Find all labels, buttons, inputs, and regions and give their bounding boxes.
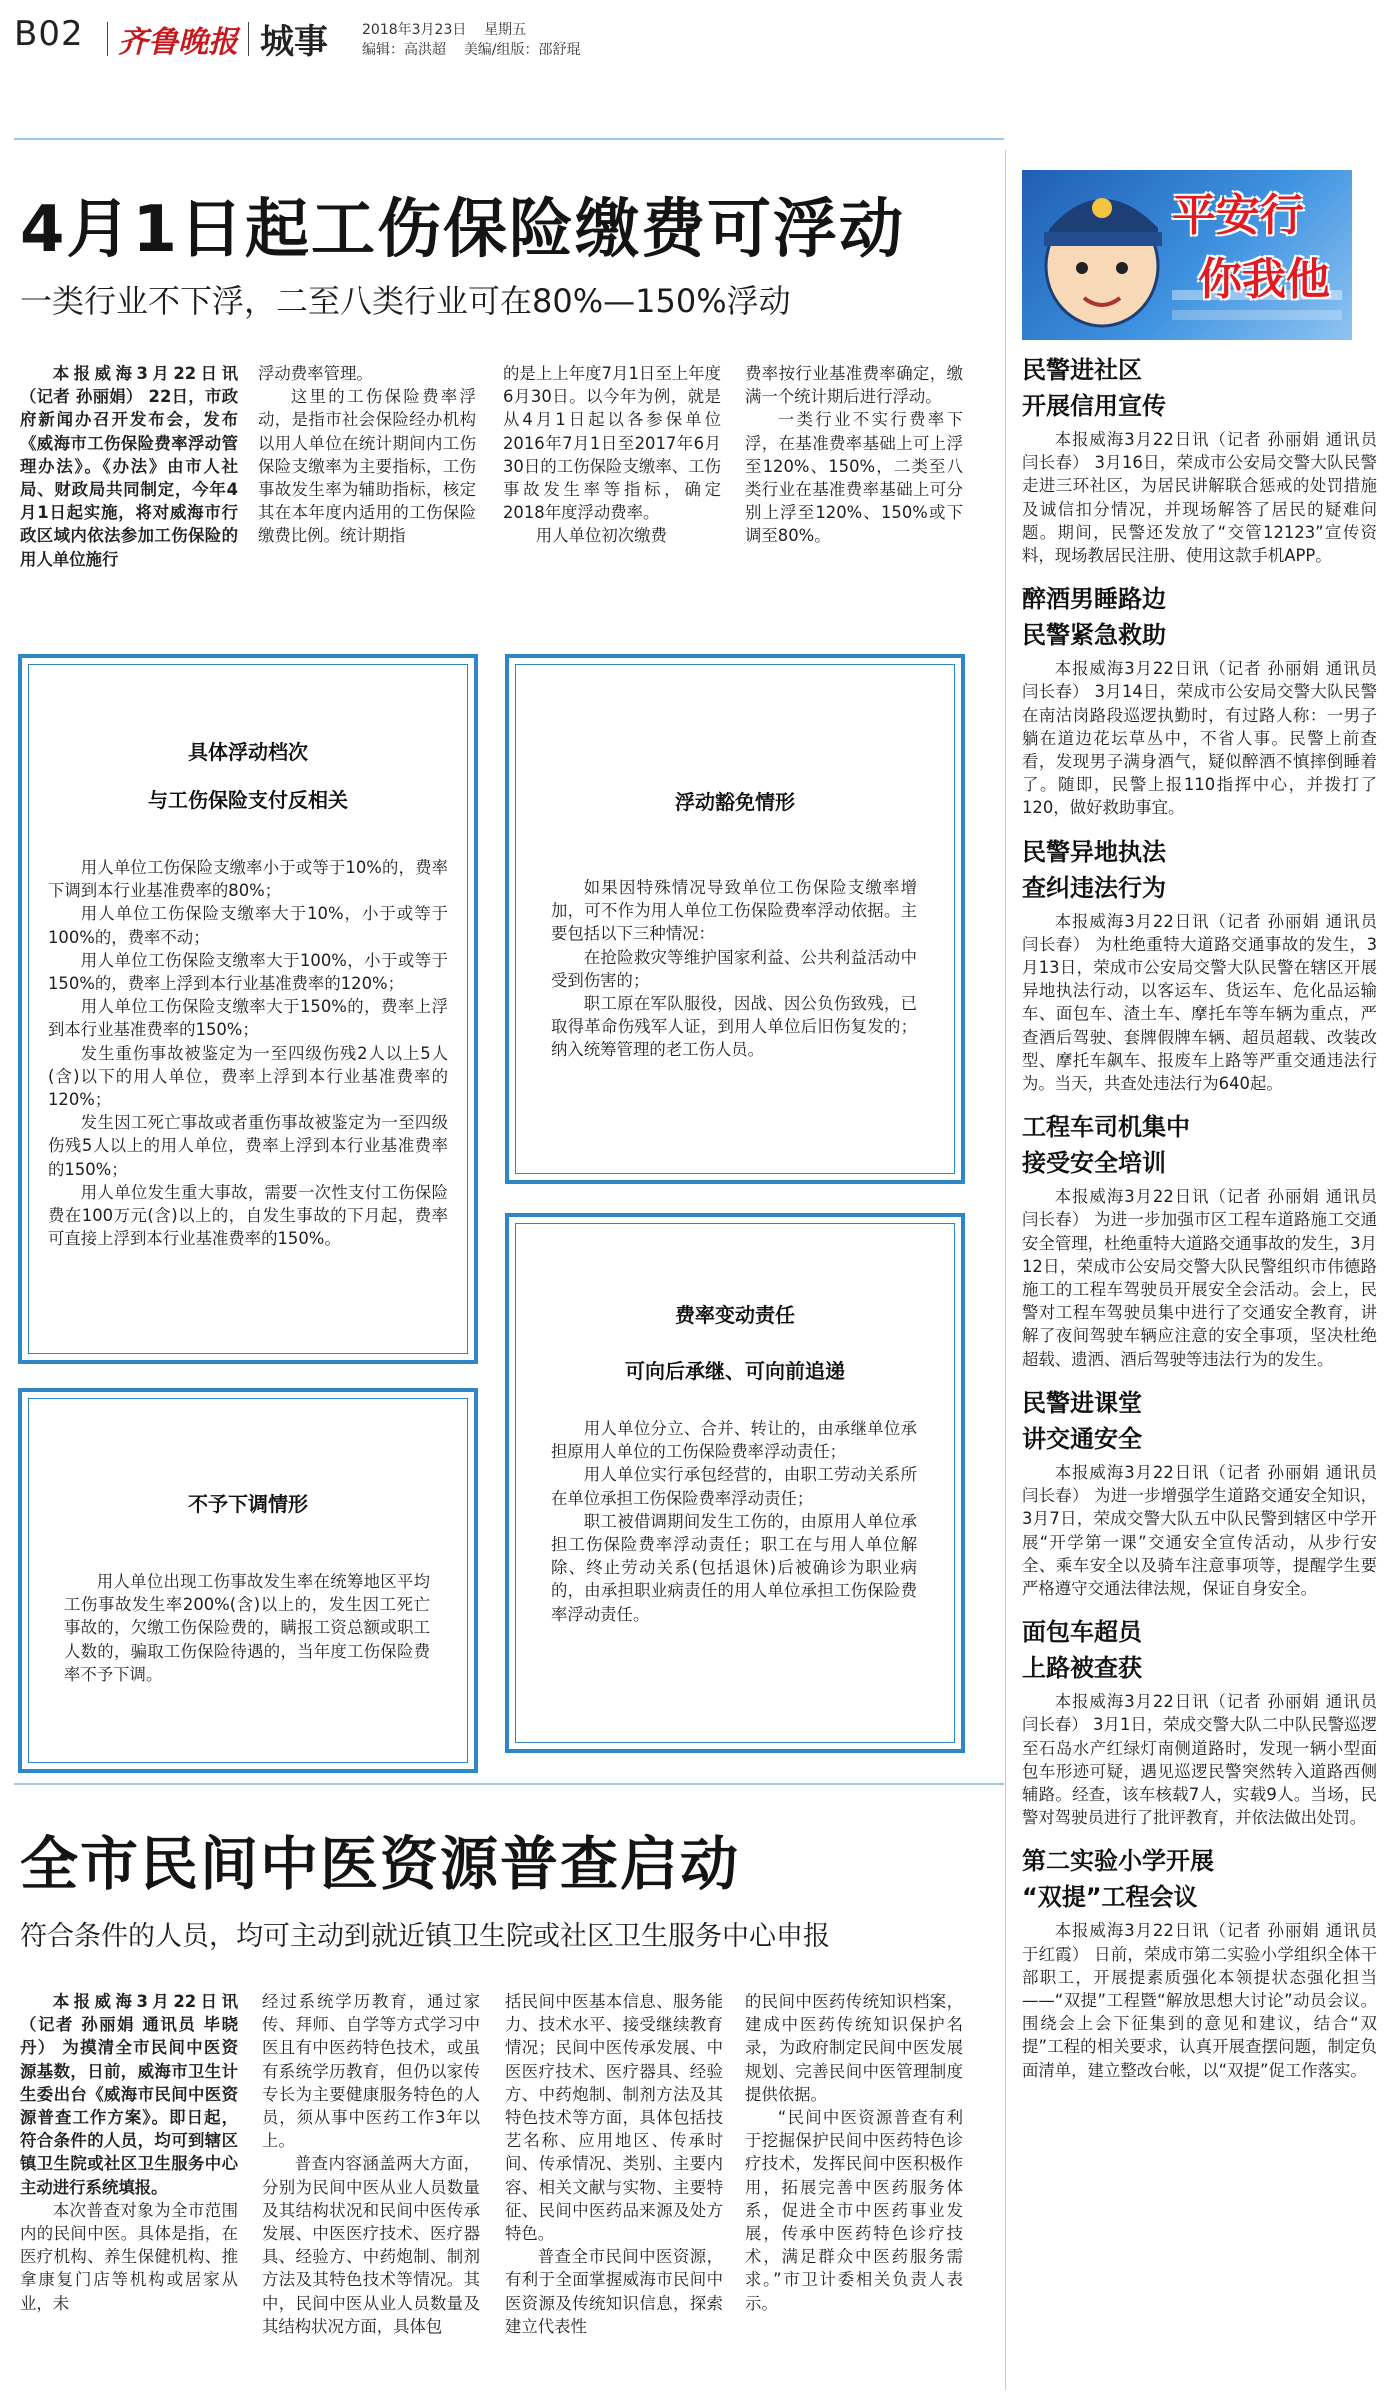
box-float-levels — [18, 654, 478, 1364]
sidebar-item-title: 接受安全培训 — [1022, 1149, 1166, 1178]
box-paragraph: 在抢险救灾等维护国家利益、公共利益活动中受到伤害的； — [551, 947, 917, 990]
box-paragraph: 用人单位工伤保险支缴率小于或等于10%的，费率下调到本行业基准费率的80%； — [48, 858, 448, 901]
box-paragraph: 用人单位工伤保险支缴率大于150%的，费率上浮到本行业基准费率的150%； — [48, 997, 448, 1040]
page-number: B02 — [14, 14, 84, 54]
article2-paragraph: 的民间中医药传统知识档案，建成中医药传统知识保护名录，为政府制定民间中医发展规划、完善民间中医管理制度提供依据。 — [745, 1992, 963, 2104]
newspaper-brand: 齐鲁晚报 — [118, 25, 238, 60]
box-float-levels-subtitle: 与工伤保险支付反相关 — [148, 788, 348, 812]
box-paragraph: 如果因特殊情况导致单位工伤保险支缴率增加，可不作为用人单位工伤保险费率浮动依据。主要包括以下三种情况： — [551, 878, 917, 944]
box-liability-title: 费率变动责任 — [675, 1303, 795, 1327]
sidebar-item — [1022, 352, 1377, 567]
banner-text-line2: 你我他 — [1198, 254, 1330, 305]
article2-paragraph: 经过系统学历教育，通过家传、拜师、自学等方式学习中医且有中医药特色技术，或虽有系统学历教育，但仍以家传专长为主要健康服务特色的人员，须从事中医药工作3年以上。 — [262, 1992, 480, 2151]
sidebar-item — [1022, 1109, 1377, 1371]
box-paragraph: 发生因工死亡事故或者重伤事故被鉴定为一至四级伤残5人以上的用人单位，费率上浮到本行业基准费率的150%； — [48, 1113, 448, 1179]
box-float-levels-body — [48, 856, 448, 1250]
article1-col4 — [745, 362, 963, 548]
sidebar-item-body: 本报威海3月22日讯（记者 孙丽娟 通讯员 闫长春） 为进一步增强学生道路交通安全知识，3月7日，荣成交警大队五中队民警到辖区中学开展“开学第一课”交通安全宣传活动，从步行安全、乘车安全以及骑车注意事项等，提醒学生要严格遵守交通法律法规，保证自身安全。 — [1022, 1462, 1377, 1598]
sidebar-item-title: 民警紧急救助 — [1022, 621, 1166, 650]
article2-subhead: 符合条件的人员，均可主动到就近镇卫生院或社区卫生服务中心申报 — [20, 1921, 830, 1952]
box-paragraph: 用人单位发生重大事故，需要一次性支付工伤保险费在100万元(含)以上的，自发生事故的下月起，费率可直接上浮到本行业基准费率的150%。 — [48, 1182, 448, 1249]
box-exemption-title: 浮动豁免情形 — [675, 790, 795, 814]
column-divider — [1005, 150, 1006, 2390]
article-divider — [14, 1783, 1004, 1785]
article2-headline: 全市民间中医资源普查启动 — [20, 1830, 741, 1898]
sidebar-item-title: 民警进社区 — [1022, 356, 1142, 384]
box-paragraph: 用人单位工伤保险支缴率大于10%，小于或等于100%的，费率不动； — [48, 904, 448, 947]
sidebar-item-title: 面包车超员 — [1022, 1618, 1142, 1647]
article2-col2 — [262, 1990, 480, 2338]
sidebar-item-body: 本报威海3月22日讯（记者 孙丽娟 通讯员 闫长春） 3月14日，荣成市公安局交警大队民警在南沽岗路段巡逻执勤时，有过路人称：一男子躺在道边花坛草丛中，不省人事。民警上前查看，发现男子满身酒气，疑似醉酒不慎摔倒睡着了。随即，民警上报110指挥中心，并拨打了120，做好救助事宜。 — [1022, 659, 1377, 818]
sidebar-item-title: 第二实验小学开展 — [1022, 1847, 1214, 1876]
sidebar-item-title: 工程车司机集中 — [1022, 1113, 1190, 1142]
issue-date: 2018年3月23日 — [362, 22, 467, 38]
article1-paragraph: 的是上上年度7月1日至上年度6月30日。以今年为例，就是从4月1日起以各参保单位2016年7月1日至2017年6月30日的工伤保险支缴率、工伤事故发生率等指标，确定2018年度浮动费率。 — [503, 364, 721, 523]
sidebar-item-title: “双提”工程会议 — [1022, 1883, 1198, 1912]
box-no-downward-title: 不予下调情形 — [188, 1492, 308, 1516]
article1-headline: 4月1日起工伤保险缴费可浮动 — [20, 193, 906, 267]
header-divider — [248, 22, 249, 56]
box-exemption-body — [551, 876, 917, 1062]
sidebar-item-title: 开展信用宣传 — [1022, 392, 1166, 420]
issue-meta — [362, 20, 581, 60]
section-name: 城事 — [260, 22, 328, 62]
article1-paragraph: 一类行业不实行费率下浮，在基准费率基础上可上浮至120%、150%，二类至八类行业在基准费率基础上可分别上浮至120%、150%或下调至80%。 — [745, 410, 963, 546]
article2-paragraph: “民间中医资源普查有利于挖掘保护民间中医药特色诊疗技术，发挥民间中医积极作用，拓展完善中医药服务体系，促进全市中医药事业发展，传承中医药特色诊疗技术，满足群众中医药服务需求。”市卫计委相关负责人表示。 — [745, 2108, 963, 2313]
box-float-levels-title: 具体浮动档次 — [188, 740, 308, 764]
box-paragraph: 用人单位实行承包经营的，由职工劳动关系所在单位承担工伤保险费率浮动责任； — [551, 1465, 917, 1508]
box-no-downward — [18, 1388, 478, 1773]
article2-paragraph: 本报威海3月22日讯 （记者 孙丽娟 通讯员 毕晓丹） 为摸清全市民间中医资源基数，日前，威海市卫生计生委出台《威海市民间中医资源普查工作方案》。即日起，符合条件的人员，均可到辖区镇卫生院或社区卫生服务中心主动进行系统填报。 — [20, 1992, 238, 2197]
article2-paragraph: 括民间中医基本信息、服务能力、技术水平、接受继续教育情况；民间中医传承发展、中医医疗技术、医疗器具、经验方、中药炮制、制剂方法及其特色技术等方面，具体包括技艺名称、应用地区、传承时间、传承情况、类别、主要内容、相关文献与实物、主要特征、民间中医药品来源及处方特色。 — [505, 1992, 723, 2244]
sidebar-item-title: 上路被查获 — [1022, 1654, 1142, 1683]
article2-col3 — [505, 1990, 723, 2338]
article2-paragraph: 普查全市民间中医资源，有利于全面掌握威海市民间中医资源及传统知识信息，探索建立代表性 — [505, 2247, 723, 2336]
sidebar-item-body: 本报威海3月22日讯（记者 孙丽娟 通讯员 闫长春） 3月1日，荣成交警大队二中队民警巡逻至石岛水产红绿灯南侧道路时，发现一辆小型面包车形迹可疑，遇见巡逻民警突然转入道路西侧辅路。经查，该车核载7人，实载9人。当场，民警对驾驶员进行了批评教育，并依法做出处罚。 — [1022, 1692, 1377, 1828]
article1-col2 — [258, 362, 476, 548]
sidebar-news-list — [1022, 352, 1377, 2082]
sidebar-item — [1022, 1614, 1377, 1829]
designer: 美编/组版：邵舒琨 — [463, 42, 581, 58]
article2-col1 — [20, 1990, 238, 2315]
sidebar-item — [1022, 1385, 1377, 1600]
box-paragraph: 用人单位出现工伤事故发生率在统筹地区平均工伤事故发生率200%(含)以上的，发生因工死亡事故的，欠缴工伤保险费的，瞒报工资总额或职工人数的，骗取工伤保险待遇的，当年度工伤保险费率不予下调。 — [64, 1572, 430, 1684]
sidebar-item — [1022, 1843, 1377, 2081]
sidebar-item-body: 本报威海3月22日讯（记者 孙丽娟 通讯员 闫长春） 为进一步加强市区工程车道路施工交通安全管理，杜绝重特大道路交通事故的发生，3月12日，荣成市公安局交警大队民警组织市伟德路施工的工程车驾驶员开展安全会活动。会上，民警对工程车驾驶员集中进行了交通安全教育，讲解了夜间驾驶车辆应注意的安全事项，坚决杜绝超载、遗洒、酒后驾驶等违法行为的发生。 — [1022, 1187, 1377, 1369]
sidebar-item-title: 民警异地执法 — [1022, 837, 1166, 866]
header-divider — [107, 22, 108, 56]
box-no-downward-body — [64, 1570, 430, 1686]
article1-col3 — [503, 362, 721, 548]
sidebar-item-body: 本报威海3月22日讯（记者 孙丽娟 通讯员 于红霞） 日前，荣成市第二实验小学组织全体干部职工，开展提素质强化本领提状态强化担当——“双提”工程暨“解放思想大讨论”动员会议。围绕会上会下征集到的意见和建议，结合“双提”工程的相关要求，认真开展查摆问题，制定负面清单，建立整改台帐，以“双提”促工作落实。 — [1022, 1921, 1377, 2080]
article2-paragraph: 普查内容涵盖两大方面，分别为民间中医从业人员数量及其结构状况和民间中医传承发展、中医医疗技术、医疗器具、经验方、中药炮制、制剂方法及其特色技术等情况。其中，民间中医从业人员数量及其结构状况方面，具体包 — [262, 2154, 480, 2336]
article1-paragraph: 费率按行业基准费率确定，缴满一个统计期后进行浮动。 — [745, 364, 963, 407]
box-paragraph: 用人单位工伤保险支缴率大于100%，小于或等于150%的，费率上浮到本行业基准费率的120%； — [48, 950, 448, 994]
box-exemption — [505, 654, 965, 1184]
article1-paragraph: 本报威海3月22日讯 （记者 孙丽娟） 22日，市政府新闻办召开发布会，发布《威海市工伤保险费率浮动管理办法》。《办法》由市人社局、财政局共同制定，今年4月1日起实施，将对威海市行政区域内依法参加工伤保险的用人单位施行 — [20, 364, 238, 569]
box-liability-subtitle: 可向后承继、可向前追递 — [625, 1359, 845, 1383]
article1-paragraph: 浮动费率管理。 — [258, 364, 373, 383]
article1-col1 — [20, 362, 238, 571]
sidebar-item-title: 查纠违法行为 — [1022, 873, 1166, 902]
box-paragraph: 用人单位分立、合并、转让的，由承继单位承担原用人单位的工伤保险费率浮动责任； — [551, 1419, 917, 1462]
box-paragraph: 发生重伤事故被鉴定为一至四级伤残2人以上5人(含)以下的用人单位，费率上浮到本行业基准费率的120%； — [48, 1043, 448, 1110]
article1-paragraph: 这里的工伤保险费率浮动，是指市社会保险经办机构以用人单位在统计期间内工伤保险支缴率为主要指标，工伤事故发生率为辅助指标，核定其在本年度内适用的工伤保险缴费比例。统计期指 — [258, 387, 476, 546]
article1-subhead: 一类行业不下浮，二至八类行业可在80%—150%浮动 — [20, 282, 791, 320]
article2-paragraph: 本次普查对象为全市范围内的民间中医。具体是指，在医疗机构、养生保健机构、推拿康复门店等机构或居家从业，未 — [20, 2200, 238, 2313]
box-liability-body — [551, 1417, 917, 1626]
sidebar-item-body: 本报威海3月22日讯（记者 孙丽娟 通讯员 闫长春） 3月16日，荣成市公安局交警大队民警走进三环社区，为居民讲解联合惩戒的处罚措施及诚信扣分情况，并现场解答了居民的疑难问题。期间，民警还发放了“交管12123”宣传资料，现场教居民注册、使用这款手机APP。 — [1022, 430, 1377, 566]
banner-text-line1: 平安行 — [1172, 190, 1304, 241]
sidebar-item-title: 醉酒男睡路边 — [1022, 585, 1166, 614]
safety-banner — [1022, 170, 1352, 340]
article1-paragraph: 用人单位初次缴费 — [535, 526, 667, 546]
sidebar-item-title: 民警进课堂 — [1022, 1388, 1142, 1417]
sidebar-item — [1022, 834, 1377, 1096]
article2-col4 — [745, 1990, 963, 2315]
sidebar-item-title: 讲交通安全 — [1022, 1424, 1142, 1453]
top-rule — [14, 138, 1004, 140]
box-paragraph: 职工被借调期间发生工伤的，由原用人单位承担工伤保险费率浮动责任；职工在与用人单位解除、终止劳动关系(包括退休)后被确诊为职业病的，由承担职业病责任的用人单位承担工伤保险费率浮动责任。 — [551, 1511, 917, 1624]
sidebar-item — [1022, 581, 1377, 819]
editor: 编辑：高洪超 — [362, 42, 446, 58]
sidebar-item-body: 本报威海3月22日讯（记者 孙丽娟 通讯员 闫长春） 为杜绝重特大道路交通事故的发生，3月13日，荣成市公安局交警大队民警在辖区开展异地执法行动，以客运车、货运车、危化品运输车、面包车、渣土车、摩托车等车辆为重点，严查酒后驾驶、套牌假牌车辆、超员超载、改装改型、摩托车飙车、报废车上路等严重交通违法行为。当天，共查处违法行为640起。 — [1022, 911, 1377, 1094]
box-paragraph: 职工原在军队服役，因战、因公负伤致残，已取得革命伤残军人证，到用人单位后旧伤复发的；纳入统筹管理的老工伤人员。 — [551, 994, 917, 1060]
box-liability — [505, 1213, 965, 1753]
issue-weekday: 星期五 — [484, 22, 527, 38]
